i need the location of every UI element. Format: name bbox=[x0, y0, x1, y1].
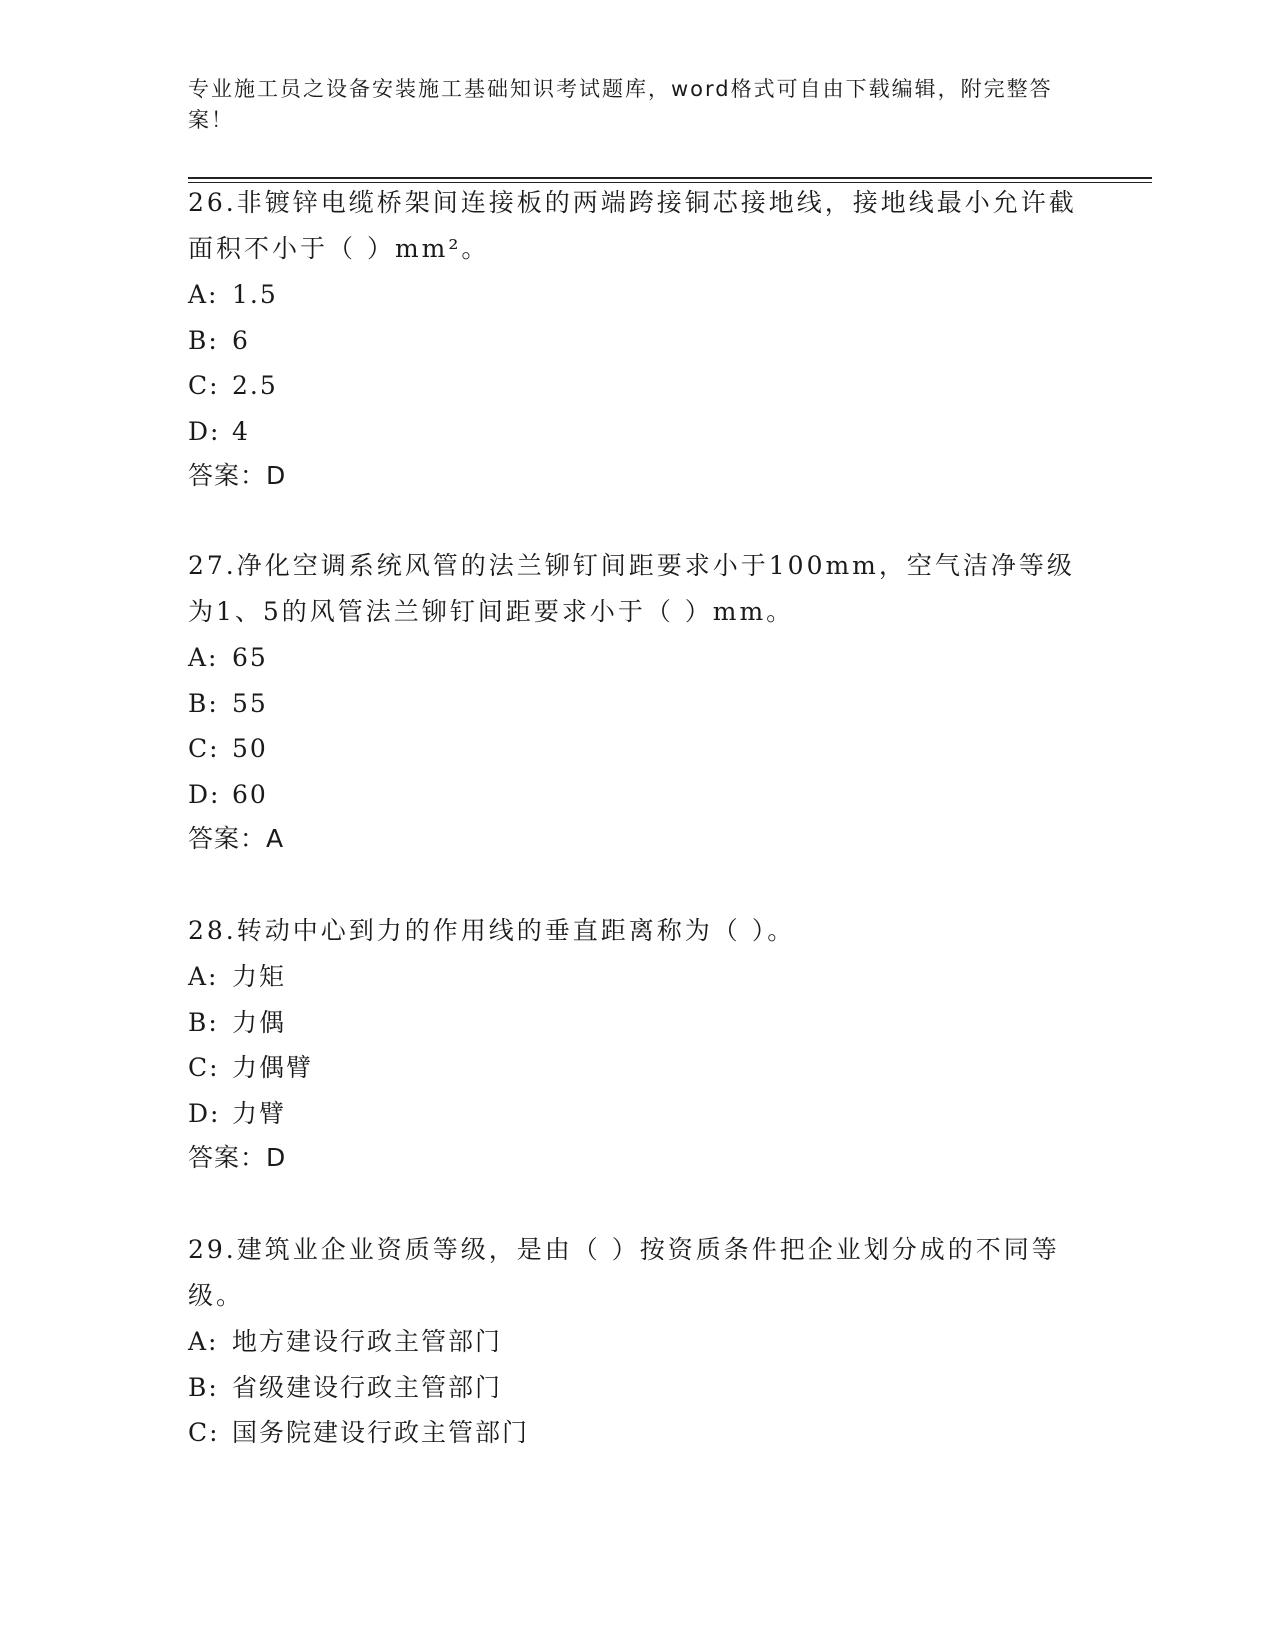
option-text: 国务院建设行政主管部门 bbox=[232, 1418, 530, 1447]
option-b bbox=[188, 318, 1108, 364]
option-letter: C: bbox=[188, 1053, 220, 1082]
option-b bbox=[188, 681, 1108, 727]
option-text: 50 bbox=[232, 734, 268, 763]
option-d bbox=[188, 1091, 1108, 1137]
option-letter: A: bbox=[188, 643, 219, 672]
header-rule-thick bbox=[188, 177, 1152, 179]
question-stem: 27.净化空调系统风管的法兰铆钉间距要求小于100mm，空气洁净等级为1、5的风管法兰铆钉间距要求小于（ ）mm。 bbox=[188, 551, 1075, 626]
option-text: 2.5 bbox=[232, 371, 278, 400]
option-letter: A: bbox=[188, 962, 219, 991]
answer-line: 答案：A bbox=[188, 824, 285, 853]
option-letter: B: bbox=[188, 1007, 219, 1037]
option-letter: C: bbox=[188, 371, 220, 400]
question-stem: 26.非镀锌电缆桥架间连接板的两端跨接铜芯接地线，接地线最小允许截面积不小于（ ）mm²。 bbox=[188, 188, 1077, 263]
option-text: 力偶臂 bbox=[232, 1053, 314, 1082]
option-b bbox=[188, 1000, 1108, 1046]
option-text: 1.5 bbox=[232, 280, 278, 309]
option-b bbox=[188, 1365, 1108, 1411]
option-c bbox=[188, 1045, 1108, 1091]
option-text: 地方建设行政主管部门 bbox=[232, 1327, 503, 1356]
option-d bbox=[188, 409, 1108, 455]
option-text: 55 bbox=[232, 688, 268, 718]
option-a bbox=[188, 1319, 1108, 1365]
option-text: 力矩 bbox=[232, 962, 287, 991]
option-text: 65 bbox=[232, 643, 268, 672]
document-header: 专业施工员之设备安装施工基础知识考试题库，word格式可自由下载编辑，附完整答案！ bbox=[188, 77, 1053, 132]
question-26 bbox=[188, 180, 1108, 498]
option-letter: B: bbox=[188, 688, 219, 718]
option-a bbox=[188, 954, 1108, 1000]
option-letter: A: bbox=[188, 1327, 219, 1356]
answer-line: 答案：D bbox=[188, 461, 287, 490]
answer-line: 答案：D bbox=[188, 1143, 287, 1172]
option-a bbox=[188, 635, 1108, 681]
question-stem: 28.转动中心到力的作用线的垂直距离称为（ ）。 bbox=[188, 916, 796, 945]
option-letter: B: bbox=[188, 1372, 219, 1402]
option-c bbox=[188, 363, 1108, 409]
option-letter: D: bbox=[188, 416, 221, 446]
option-a bbox=[188, 272, 1108, 318]
option-text: 6 bbox=[232, 325, 250, 355]
question-27 bbox=[188, 543, 1108, 861]
option-text: 力偶 bbox=[232, 1007, 287, 1037]
option-letter: B: bbox=[188, 325, 219, 355]
question-29 bbox=[188, 1227, 1108, 1456]
option-text: 省级建设行政主管部门 bbox=[232, 1372, 503, 1402]
option-text: 力臂 bbox=[232, 1098, 287, 1128]
option-c bbox=[188, 1410, 1108, 1456]
question-stem: 29.建筑业企业资质等级，是由（ ）按资质条件把企业划分成的不同等级。 bbox=[188, 1235, 1060, 1310]
option-d bbox=[188, 772, 1108, 818]
option-letter: D: bbox=[188, 1098, 221, 1128]
option-letter: C: bbox=[188, 1418, 220, 1447]
option-c bbox=[188, 726, 1108, 772]
option-letter: A: bbox=[188, 280, 219, 309]
option-text: 4 bbox=[232, 416, 250, 446]
option-letter: D: bbox=[188, 779, 221, 809]
option-text: 60 bbox=[232, 779, 268, 809]
option-letter: C: bbox=[188, 734, 220, 763]
question-28 bbox=[188, 908, 1108, 1180]
